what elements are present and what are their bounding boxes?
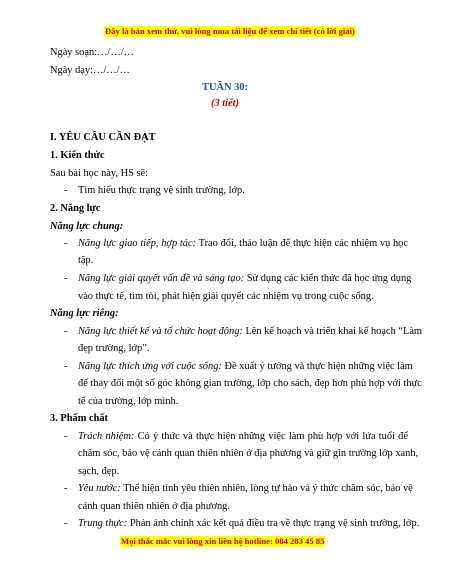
specific-item-2-line-2: để thay đổi một số góc không gian trường, lớp cho sách, đẹp hơn phù hợp với thực — [78, 378, 422, 389]
subheading-competence: 2. Năng lực — [50, 203, 101, 214]
quality-item-3-line-1: Trung thực: Phản ánh chính xác kết quả điều tra về thực trạng vệ sinh trường, lớp. — [78, 518, 420, 529]
quality-item-2-line-2: cảnh quan thiên nhiên ở địa phương. — [78, 501, 230, 512]
quality-item-1-line-2: chăm sóc, bảo vệ cảnh quan thiên nhiên ở địa phương và giữ gìn trường lớp xanh, — [78, 448, 419, 459]
specific-item-1-line-1: Năng lực thiết kế và tổ chức hoạt động: Lên kế hoạch và triển khai kế hoạch “Làm — [78, 326, 423, 337]
preview-notice-banner: Đây là bản xem thử, vui lòng mua tài liệu để xem chi tiết (có lời giải) — [105, 26, 355, 36]
section-heading-requirements: I. YÊU CẦU CẦN ĐẠT — [50, 132, 156, 143]
subheading-qualities: 3. Phẩm chất — [50, 413, 109, 424]
bullet-mark: - — [64, 431, 68, 442]
quality-item-1-line-3: sạch, đẹp. — [78, 466, 120, 477]
general-competence-heading: Năng lực chung: — [50, 221, 124, 232]
specific-competence-heading: Năng lực riêng: — [50, 308, 119, 319]
general-item-2-line-1: Năng lực giải quyết vấn đề và sáng tạo: Sử dụng các kiến thức đã học ứng dụng — [78, 273, 412, 284]
specific-item-2-line-1: Năng lực thích ứng với cuộc sống: Đề xuất ý tưởng và thực hiện những việc làm — [78, 361, 413, 372]
quality-item-2-line-1: Yêu nước: Thể hiện tình yêu thiên nhiên, lòng tự hào và ý thức chăm sóc, bảo vệ — [78, 483, 413, 494]
specific-item-2-line-3: tế của trường, lớp mình. — [78, 396, 179, 407]
general-item-1-line-1: Năng lực giao tiếp, hợp tác: Trao đổi, thảo luận để thực hiện các nhiệm vụ học — [78, 238, 408, 249]
general-item-1-line-2: tập. — [78, 255, 94, 266]
bullet-mark: - — [64, 273, 68, 284]
bullet-mark: - — [64, 185, 68, 196]
subheading-knowledge: 1. Kiến thức — [50, 150, 105, 161]
knowledge-intro: Sau bài học này, HS sẽ: — [50, 168, 149, 179]
bullet-mark: - — [64, 326, 68, 337]
teach-date: Ngày dạy:…/…/… — [50, 65, 130, 76]
hotline-banner: Mọi thắc mắc vui lòng xin liên hệ hotline: 084 283 45 85 — [121, 536, 325, 546]
prep-date: Ngày soạn:…/…/… — [50, 47, 134, 58]
bullet-mark: - — [64, 483, 68, 494]
quality-item-1-line-1: Trách nhiệm: Có ý thức và thực hiện những việc làm phù hợp với lứa tuổi để — [78, 431, 408, 442]
specific-item-1-line-2: đẹp trường, lớp”. — [78, 343, 150, 354]
bullet-mark: - — [64, 518, 68, 529]
knowledge-item: Tìm hiểu thực trạng vệ sinh trường, lớp. — [78, 185, 245, 196]
week-title: TUẦN 30: — [202, 82, 248, 93]
bullet-mark: - — [64, 238, 68, 249]
bullet-mark: - — [64, 361, 68, 372]
general-item-2-line-2: vào thực tế, tìm tòi, phát hiện giải quyết các nhiệm vụ trong cuộc sống. — [78, 291, 374, 302]
lesson-hours: (3 tiết) — [211, 98, 239, 109]
